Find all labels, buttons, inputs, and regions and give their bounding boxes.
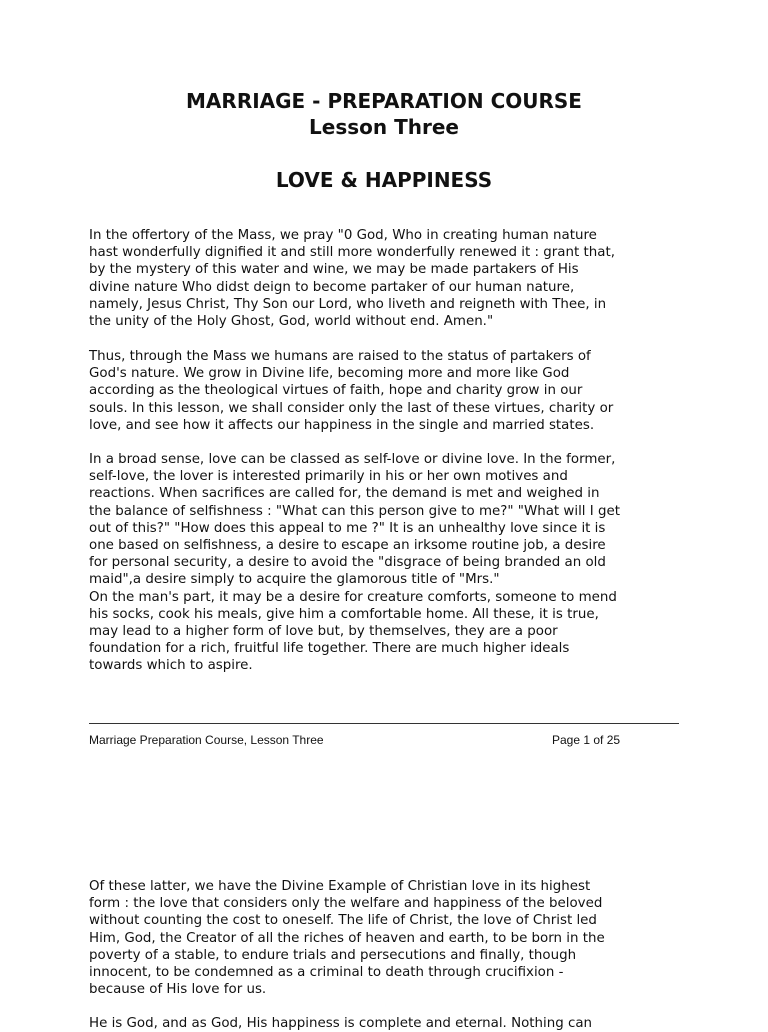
body-paragraph-2 [89, 348, 689, 434]
topic-heading: LOVE & HAPPINESS [275, 168, 493, 192]
body-paragraph-4 [89, 878, 689, 998]
lesson-subtitle: Lesson Three [309, 115, 459, 139]
paragraph-text: He is God, and as God, His happiness is complete and eternal. Nothing can [89, 1016, 593, 1031]
course-title: MARRIAGE - PREPARATION COURSE [186, 89, 582, 113]
footer-page-number: Page 1 of 25 [552, 733, 621, 747]
paragraph-text: In a broad sense, love can be classed as self-love or divine love. In the former, self-love, the lover is interested primarily in his or her own motives and reactions. When sacrifices are called for, the demand is met and weighed in the balance of selfishness : "What can this person give to me?" "What will I get out of this?" "How does this appeal to me ?" It is an unhealthy love since it is one based on selfishness, a desire to escape an irksome routine job, a desire for personal security, a desire to avoid the "disgrace of being branded an old maid",a desire simply to acquire the glamorous title of "Mrs." On the man's part, it may be a desire for creature comforts, someone to mend his socks, cook his meals, give him a comfortable home. All these, it is true, may lead to a higher form of love but, by themselves, they are a poor foundation for a rich, fruitful life together. There are much higher ideals towards which to aspire. [89, 452, 620, 674]
paragraph-text: Thus, through the Mass we humans are raised to the status of partakers of God's nature. We grow in Divine life, becoming more and more like God according as the theological virtues of faith, hope and charity grow in our souls. In this lesson, we shall consider only the last of these virtues, charity or love, and see how it affects our happiness in the single and married states. [89, 349, 614, 433]
paragraph-text: In the offertory of the Mass, we pray "0 God, Who in creating human nature hast wonderfully dignified it and still more wonderfully renewed it : grant that, by the mystery of this water and wine, we may be made partakers of His divine nature Who didst deign to become partaker of our human nature, namely, Jesus Christ, Thy Son our Lord, who liveth and reigneth with Thee, in the unity of the Holy Ghost, God, world without end. Amen." [89, 228, 615, 330]
footer-course-name: Marriage Preparation Course, Lesson Three [89, 733, 324, 747]
paragraph-text: Of these latter, we have the Divine Example of Christian love in its highest form : the love that considers only the welfare and happiness of the beloved without counting the cost to oneself. The life of Christ, the love of Christ led Him, God, the Creator of all the riches of heaven and earth, to be born in the poverty of a stable, to endure trials and persecutions and finally, though innocent, to be condemned as a criminal to death through crucifixion - because of His love for us. [89, 879, 605, 998]
body-paragraph-3 [89, 451, 689, 675]
footer-divider [89, 723, 679, 724]
body-paragraph-1 [89, 227, 689, 330]
